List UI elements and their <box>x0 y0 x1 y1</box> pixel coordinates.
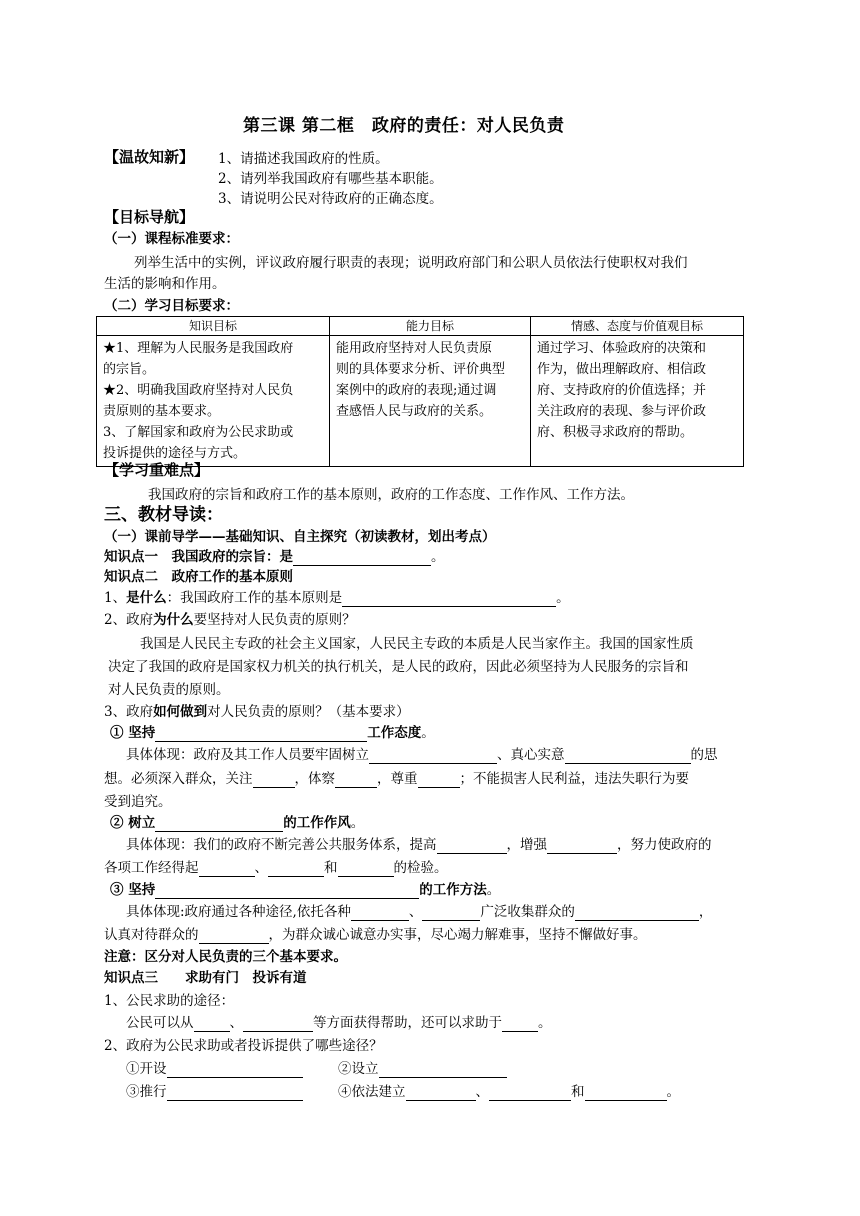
way-label: ③推行 <box>126 1084 167 1100</box>
question-what <box>104 589 570 607</box>
blank-test-3[interactable] <box>338 862 394 877</box>
req3-detail-line1 <box>126 903 712 921</box>
req3-text: 具体体现:政府通过各种途径,依托各种 <box>126 904 351 920</box>
req2-detail-line2 <box>104 859 448 877</box>
blank-test-1[interactable] <box>199 862 255 877</box>
emotion-line: 府、支持政府的价值选择；并 <box>537 383 707 398</box>
req1-text: 、真心实意 <box>497 747 565 763</box>
knowledge-line: 责原则的基本要求。 <box>103 404 221 419</box>
blank-help-2[interactable] <box>243 1017 313 1032</box>
knowledge-point-1 <box>104 548 445 566</box>
emotion-line: 通过学习、体验政府的决策和 <box>537 341 707 356</box>
blank-idea[interactable] <box>369 749 497 764</box>
review-question-2: 2、请列举我国政府有哪些基本职能。 <box>218 171 443 187</box>
way-sep: 和 <box>571 1084 585 1100</box>
way-2 <box>338 1060 507 1078</box>
blank-enhance[interactable] <box>547 839 617 854</box>
ability-line: 则的具体要求分析、评价典型 <box>336 362 506 377</box>
way-label: ①开设 <box>126 1061 167 1077</box>
req1-text: ；不能损害人民利益，违法失职行为要 <box>459 771 689 787</box>
q3-emphasis: 如何做到 <box>153 704 208 720</box>
q1-number: 1、 <box>104 590 127 606</box>
req3-text: 、 <box>408 904 423 920</box>
emotion-line: 关注政府的表现、参与评价政 <box>537 404 707 419</box>
way-label: ②设立 <box>338 1061 379 1077</box>
way-3 <box>126 1083 303 1101</box>
knowledge-goals-cell <box>97 336 330 467</box>
table-header-emotion: 情感、态度与价值观目标 <box>531 317 744 336</box>
way-label: ④依法建立 <box>338 1084 406 1100</box>
q1-emphasis: 是什么 <box>126 590 167 606</box>
question-why <box>104 611 356 629</box>
key-points-text: 我国政府的宗旨和政府工作的基本原则，政府的工作态度、工作作风、工作方法。 <box>148 487 634 503</box>
goals-table <box>96 316 744 467</box>
req3-end: 。 <box>486 882 501 898</box>
goals-heading: 【目标导航】 <box>104 208 195 226</box>
req1-text: 想。必须深入群众，关注 <box>104 771 253 787</box>
blank-way-4a[interactable] <box>406 1086 476 1101</box>
req1-detail-line3: 受到追究。 <box>104 794 172 810</box>
page-title: 第三课 第二框 政府的责任：对人民负责 <box>243 116 565 136</box>
blank-attitude[interactable] <box>155 727 367 742</box>
note: 注意：区分对人民负责的三个基本要求。 <box>104 949 347 965</box>
emotion-goals-cell <box>531 336 744 467</box>
blank-method[interactable] <box>155 884 419 899</box>
req1-term: 工作态度 <box>367 725 422 741</box>
knowledge-line: ★1、理解为人民服务是我国政府 <box>103 341 294 356</box>
req2-text: 各项工作经得起 <box>104 860 199 876</box>
review-question-3: 3、请说明公民对待政府的正确态度。 <box>218 191 443 207</box>
req2-label: ② 树立 <box>110 815 156 831</box>
key-points-heading: 【学习重难点】 <box>104 461 210 479</box>
why-answer-line2: 决定了我国的政府是国家权力机关的执行机关，是人民的政府，因此必须坚持为人民服务的宗旨和 <box>108 659 689 675</box>
reading-subheading: （一）课前导学——基础知识、自主探究（初读教材，划出考点） <box>104 529 496 545</box>
blank-help-3[interactable] <box>502 1017 538 1032</box>
blank-sincere[interactable] <box>565 749 691 764</box>
req2-text: ，增强 <box>506 837 547 853</box>
blank-way-1[interactable] <box>167 1063 303 1078</box>
help-answer-1 <box>126 1014 552 1032</box>
blank-improve[interactable] <box>437 839 507 854</box>
blank-principle[interactable] <box>342 592 556 607</box>
q1-text: ：我国政府工作的基本原则是 <box>166 590 343 606</box>
q2-emphasis: 为什么 <box>153 612 194 628</box>
requirement-1 <box>110 724 435 742</box>
knowledge-line: 投诉提供的途径与方式。 <box>103 446 247 461</box>
blank-purpose[interactable] <box>293 551 431 566</box>
req1-text: 的思 <box>690 747 718 763</box>
req1-detail-line1 <box>126 746 718 764</box>
req3-text: ，为群众诚心诚意办实事，尽心竭力解难事，坚持不懈做好事。 <box>268 927 647 943</box>
blank-help-1[interactable] <box>194 1017 230 1032</box>
reading-heading: 三、教材导读： <box>104 505 223 525</box>
req3-term: 的工作方法 <box>419 882 487 898</box>
blank-requests[interactable] <box>199 929 269 944</box>
standard-text-line2: 生活的影响和作用。 <box>104 276 226 292</box>
standard-heading: （一）课程标准要求： <box>104 231 239 247</box>
knowledge-point-3: 知识点三 求助有门 投诉有道 <box>104 970 307 986</box>
emotion-line: 作为，做出理解政府、相信政 <box>537 362 707 377</box>
why-answer-line3: 对人民负责的原则。 <box>108 682 230 698</box>
blank-concern[interactable] <box>253 773 295 788</box>
ability-line: 查感悟人民与政府的关系。 <box>336 404 493 419</box>
ability-line: 案例中的政府的表现;通过调 <box>336 383 497 398</box>
requirement-3 <box>110 881 500 899</box>
req3-text: ， <box>698 904 713 920</box>
req3-text: 广泛收集群众的 <box>480 904 575 920</box>
req3-text: 认真对待群众的 <box>104 927 199 943</box>
blank-way-2[interactable] <box>379 1063 507 1078</box>
kp1-end: 。 <box>431 549 445 565</box>
learning-heading: （二）学习目标要求： <box>104 298 239 314</box>
kp1-label: 知识点一 我国政府的宗旨：是 <box>104 549 293 565</box>
way-4 <box>338 1083 680 1101</box>
req3-detail-line2 <box>104 926 647 944</box>
way-sep: 、 <box>475 1084 489 1100</box>
way-end: 。 <box>666 1084 680 1100</box>
req2-text: 和 <box>324 860 338 876</box>
q3-number: 3、政府 <box>104 704 154 720</box>
help-question-1: 1、公民求助的途径： <box>104 993 235 1009</box>
req2-term: 的工作作风 <box>283 815 351 831</box>
blank-way-4c[interactable] <box>585 1086 667 1101</box>
req1-detail-line2 <box>104 770 689 788</box>
blank-test-2[interactable] <box>268 862 324 877</box>
knowledge-line: 3、了解国家和政府为公民求助或 <box>103 425 294 440</box>
review-heading: 【温故知新】 <box>104 148 195 166</box>
blank-way-4b[interactable] <box>489 1086 571 1101</box>
blank-respect[interactable] <box>418 773 460 788</box>
help-question-2: 2、政府为公民求助或者投诉提供了哪些途径？ <box>104 1038 383 1054</box>
q3-text: 对人民负责的原则？（基本要求） <box>207 704 410 720</box>
knowledge-line: ★2、明确我国政府坚持对人民负 <box>103 383 294 398</box>
help-text: 公民可以从 <box>126 1015 194 1031</box>
req1-label: ① 坚持 <box>110 725 156 741</box>
blank-opinions[interactable] <box>575 906 699 921</box>
knowledge-line: 的宗旨。 <box>103 362 156 377</box>
blank-understand[interactable] <box>335 773 377 788</box>
help-text: 。 <box>538 1015 552 1031</box>
blank-channel-1[interactable] <box>351 906 409 921</box>
req2-text: 的检验。 <box>393 860 448 876</box>
req1-text: ，体察 <box>294 771 335 787</box>
q2-number: 2、政府 <box>104 612 154 628</box>
req1-text: 具体体现：政府及其工作人员要牢固树立 <box>126 747 369 763</box>
way-1 <box>126 1060 303 1078</box>
help-text: 、 <box>229 1015 243 1031</box>
req2-text: 、 <box>254 860 268 876</box>
req2-end: 。 <box>350 815 365 831</box>
emotion-line: 府、积极寻求政府的帮助。 <box>537 425 694 440</box>
review-question-1: 1、请描述我国政府的性质。 <box>218 151 389 167</box>
req1-text: ，尊重 <box>377 771 418 787</box>
req1-end: 。 <box>421 725 435 741</box>
requirement-2 <box>110 814 364 832</box>
help-text: 等方面获得帮助，还可以求助于 <box>313 1015 502 1031</box>
standard-text-line1: 列举生活中的实例，评议政府履行职责的表现；说明政府部门和公职人员依法行使职权对我们 <box>134 255 688 271</box>
ability-line: 能用政府坚持对人民负责原 <box>336 341 493 356</box>
ability-goals-cell <box>330 336 531 467</box>
knowledge-point-2: 知识点二 政府工作的基本原则 <box>104 569 293 585</box>
why-answer-line1: 我国是人民民主专政的社会主义国家，人民民主专政的本质是人民当家作主。我国的国家性质 <box>140 636 694 652</box>
req2-detail-line1 <box>126 836 712 854</box>
blank-way-3[interactable] <box>167 1086 303 1101</box>
question-how <box>104 703 410 721</box>
blank-channel-2[interactable] <box>422 906 480 921</box>
req2-text: 具体体现：我们的政府不断完善公共服务体系，提高 <box>126 837 437 853</box>
req3-label: ③ 坚持 <box>110 882 156 898</box>
table-header-ability: 能力目标 <box>330 317 531 336</box>
blank-style[interactable] <box>155 817 283 832</box>
q1-end: 。 <box>556 590 570 606</box>
req2-text: ，努力使政府的 <box>617 837 712 853</box>
q2-text: 要坚持对人民负责的原则？ <box>193 612 356 628</box>
table-header-knowledge: 知识目标 <box>97 317 330 336</box>
